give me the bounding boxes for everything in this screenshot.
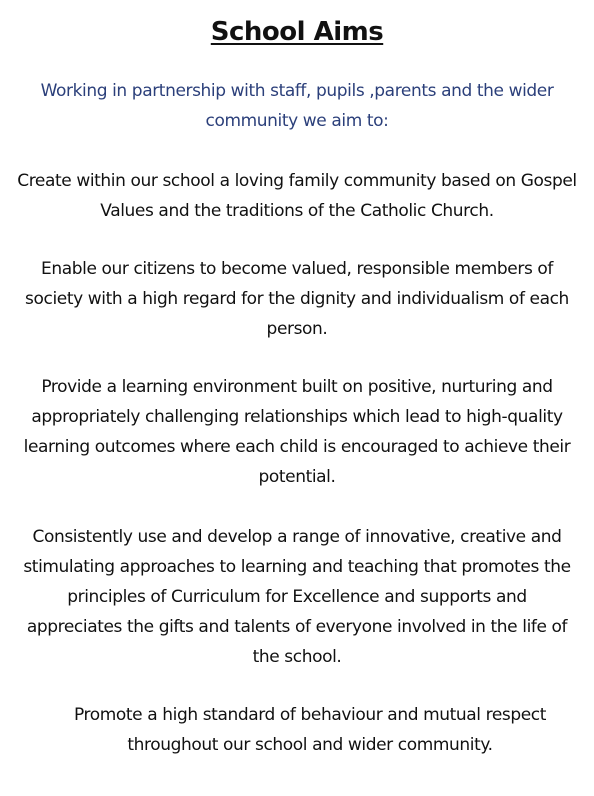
page-title: School Aims — [210, 17, 384, 47]
aim-paragraph-1: Create within our school a loving family community based on Gospel Values and the traditions of the Catholic Church. — [17, 171, 577, 221]
intro-paragraph: Working in partnership with staff, pupils ,parents and the wider community we aim to: — [40, 81, 554, 131]
aim-paragraph-5: Promote a high standard of behaviour and mutual respect throughout our school and wider community. — [73, 705, 547, 755]
aim-paragraph-3: Provide a learning environment built on positive, nurturing and appropriately challenging relationships which lead to high-quality learning outcomes where each child is encouraged to achieve their potential. — [23, 377, 571, 487]
aim-paragraph-4: Consistently use and develop a range of innovative, creative and stimulating approaches to learning and teaching that promotes the principles of Curriculum for Excellence and supports and appreciates the gifts and talents of everyone involved in the life of the school. — [23, 527, 571, 667]
aim-paragraph-2: Enable our citizens to become valued, responsible members of society with a high regard for the dignity and individualism of each person. — [25, 259, 569, 339]
